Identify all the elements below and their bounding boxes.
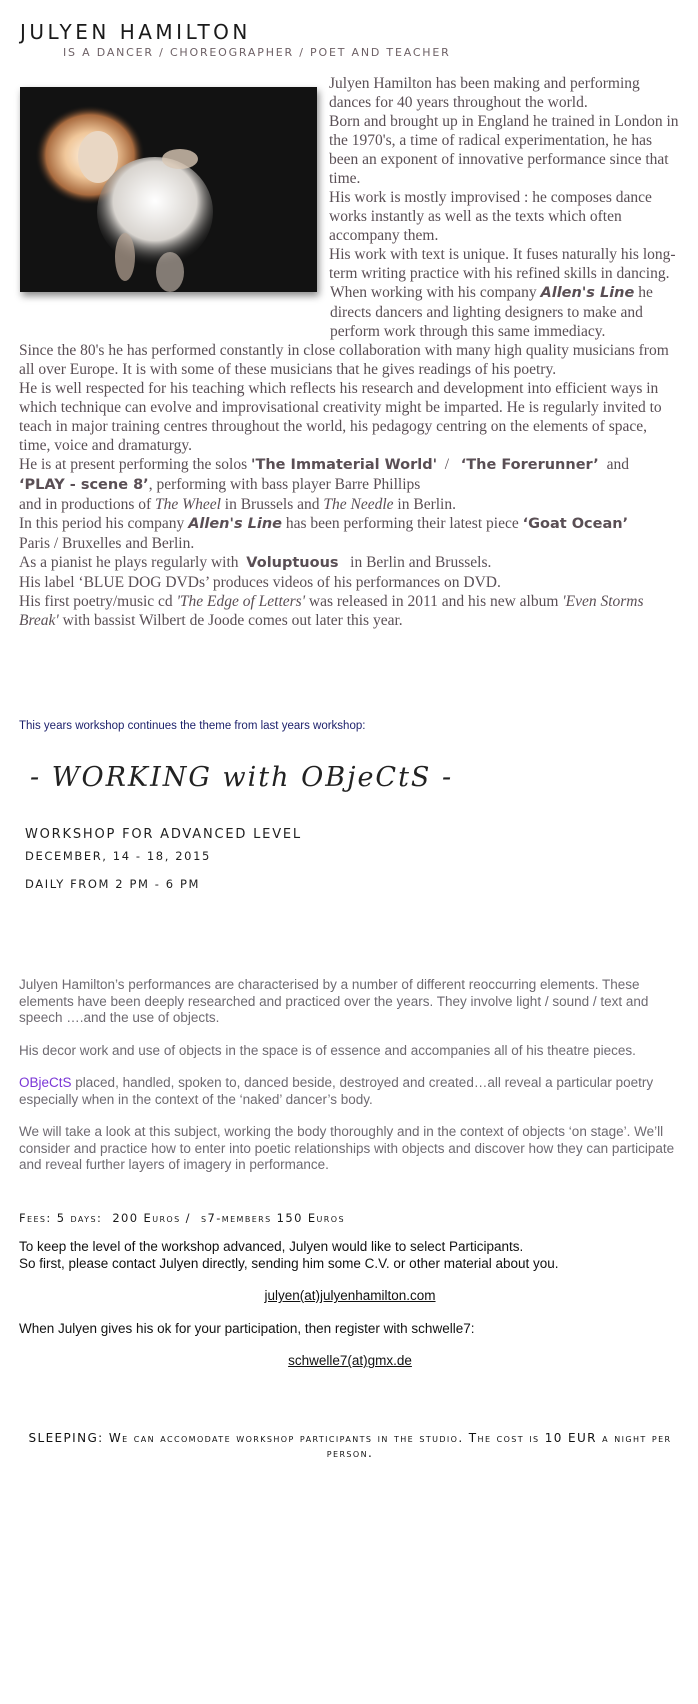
- fees: Fees: 5 days: 200 Euros / s7-members 150 Euros: [19, 1211, 345, 1225]
- page-subtitle: IS A DANCER / CHOREOGRAPHER / POET AND TEACHER: [63, 46, 451, 59]
- workshop-intro: This years workshop continues the theme from last years workshop:: [19, 720, 366, 732]
- objects-highlight: OBjeCtS: [19, 1075, 72, 1090]
- bio-text: and in productions of: [19, 496, 156, 513]
- description-paragraph: His decor work and use of objects in the space is of essence and accompanies all of his theatre pieces.: [19, 1042, 636, 1058]
- band-name: Voluptuous: [246, 555, 339, 571]
- page-title: JULYEN HAMILTON: [20, 20, 251, 44]
- bio-paragraph: [19, 455, 679, 495]
- bio-paragraph: [19, 514, 679, 553]
- album-title: 'The Edge of Letters': [176, 593, 306, 610]
- schwelle7-email-row: [19, 1353, 681, 1370]
- bio-paragraph: [19, 553, 679, 573]
- bio-text: he directs dancers and lighting designers to make and perform work through this same immediacy.: [330, 284, 653, 340]
- description-paragraph: Julyen Hamilton’s performances are characterised by a number of different reoccurring elements. These elements have been deeply researched and practiced over the years. They involve light / sound / text and speech ….and the use of objects.: [19, 977, 649, 1025]
- registration-text: So first, please contact Julyen directly, sending him some C.V. or other material about you.: [19, 1255, 559, 1271]
- bio-paragraph: Julyen Hamilton has been making and performing dances for 40 years throughout the world.: [329, 75, 640, 111]
- album-title: 'Even Storms Break': [19, 593, 644, 629]
- production-title: The Needle: [323, 496, 394, 513]
- biography: [19, 74, 679, 630]
- bio-text: , performing with bass player Barre Phillips: [148, 476, 421, 493]
- schwelle7-email-link[interactable]: schwelle7(at)gmx.de: [288, 1353, 412, 1368]
- solo-title: 'The Immaterial World': [251, 457, 438, 473]
- bio-text: In this period his company: [19, 515, 189, 532]
- bio-text: in Berlin.: [393, 496, 456, 513]
- workshop-level: WORKSHOP FOR ADVANCED LEVEL: [25, 827, 302, 842]
- registration-text: When Julyen gives his ok for your participation, then register with schwelle7:: [19, 1320, 475, 1336]
- bio-paragraph: His work is mostly improvised : he composes dance works instantly as well as the texts which often accompany them.: [329, 189, 652, 244]
- bio-text: /: [437, 456, 461, 473]
- bio-paragraph: His label ‘BLUE DOG DVDs’ produces videos of his performances on DVD.: [19, 574, 501, 591]
- bio-paragraph: Since the 80's he has performed constantly in close collaboration with many high quality musicians from all over Europe. It is with some of these musicians that he gives readings of his poetry.: [19, 342, 669, 378]
- bio-text: As a pianist he plays regularly with: [19, 554, 247, 571]
- workshop-hours: DAILY FROM 2 PM - 6 PM: [25, 877, 201, 891]
- bio-text: When working with his company: [330, 284, 541, 301]
- bio-paragraph: Born and brought up in England he trained in London in the 1970's, a time of radical experimentation, he has been an exponent of innovative performance since that time.: [329, 113, 679, 187]
- description-text: placed, handled, spoken to, danced beside, destroyed and created…all reveal a particular poetry especially when in the context of the ‘naked’ dancer’s body.: [19, 1075, 654, 1107]
- photo-spacer: [19, 74, 329, 326]
- bio-paragraph: [19, 495, 679, 514]
- sleeping-info: SLEEPING: We can accomodate workshop participants in the studio. The cost is 10 EUR a night per person.: [28, 1431, 672, 1460]
- workshop-dates: DECEMBER, 14 - 18, 2015: [25, 849, 211, 863]
- registration: [19, 1239, 681, 1370]
- bio-paragraph: His work with text is unique. It fuses naturally his long-term writing practice with his refined skills in dancing.: [329, 246, 676, 282]
- bio-text: and: [598, 456, 629, 473]
- bio-text: He is at present performing the solos: [19, 456, 252, 473]
- solo-title: ‘PLAY - scene 8’: [19, 477, 149, 493]
- piece-title: ‘Goat Ocean’: [522, 516, 629, 532]
- bio-paragraph: [19, 592, 679, 630]
- bio-text: in Brussels and: [220, 496, 324, 513]
- company-name: Allen's Line: [540, 285, 635, 301]
- julyen-email-row: [19, 1288, 681, 1305]
- bio-text: His first poetry/music cd: [19, 593, 177, 610]
- bio-paragraph: He is well respected for his teaching which reflects his research and development into efficient ways in which technique can evolve and improvisational creativity might be imparted. He is regularly invited to teach in major training centres throughout the world, his pedagogy centring on the elements of space, time, voice and dramaturgy.: [19, 380, 662, 454]
- bio-text: with bassist Wilbert de Joode comes out later this year.: [58, 612, 403, 629]
- registration-text: To keep the level of the workshop advanced, Julyen would like to select Participants.: [19, 1239, 524, 1254]
- bio-text: in Berlin and Brussels.: [338, 554, 492, 571]
- bio-text: Paris / Bruxelles and Berlin.: [19, 535, 195, 552]
- bio-text: was released in 2011 and his new album: [305, 593, 563, 610]
- company-name: Allen's Line: [188, 516, 282, 532]
- description-paragraph: [19, 1075, 681, 1108]
- solo-title: ‘The Forerunner’: [460, 457, 599, 473]
- production-title: The Wheel: [155, 496, 221, 513]
- description-paragraph: We will take a look at this subject, working the body thoroughly and in the context of objects ‘on stage’. We’ll consider and practice how to enter into poetic relationships with objects and discover how they can participate and reveal further layers of imagery in performance.: [19, 1124, 675, 1172]
- bio-text: has been performing their latest piece: [282, 515, 523, 532]
- workshop-title: - WORKING with OBjeCtS -: [30, 762, 454, 793]
- workshop-description: [19, 977, 681, 1190]
- julyen-email-link[interactable]: julyen(at)julyenhamilton.com: [264, 1288, 436, 1303]
